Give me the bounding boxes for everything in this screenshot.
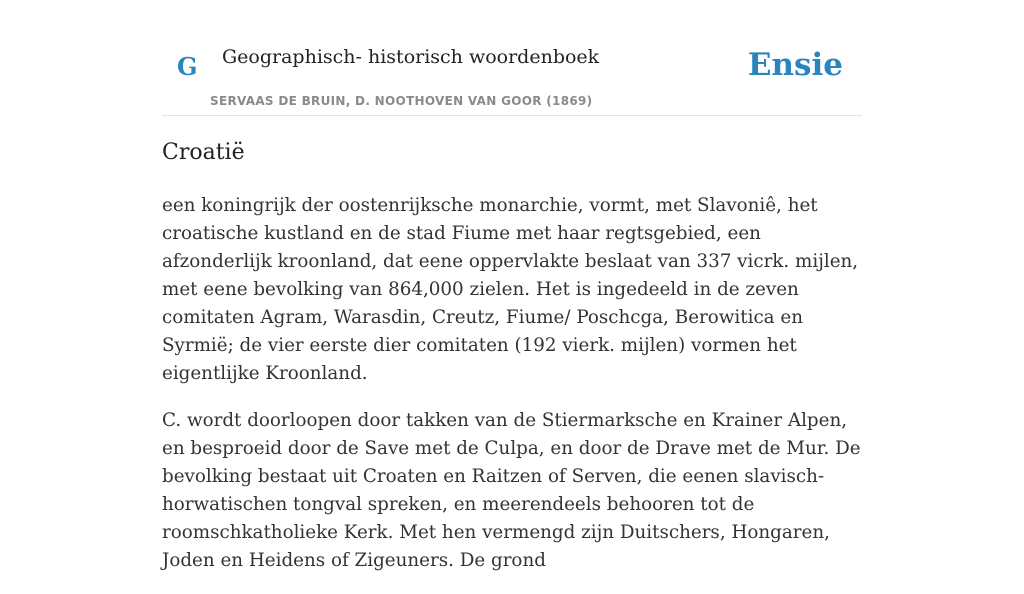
book-authors: SERVAAS DE BRUIN, D. NOOTHOVEN VAN GOOR (1869) <box>210 94 593 108</box>
ensie-logo[interactable]: Ensie <box>747 47 843 83</box>
header <box>162 0 862 116</box>
entry-content <box>162 192 862 594</box>
entry-paragraph: een koningrijk der oostenrijksche monarchie, vormt, met Slavoniê, het croatische kustland en de stad Fiume met haar regtsgebied, een afzonderlijk kroonland, dat eene oppervlakte beslaat van 337 vicrk. mijlen, met eene bevolking van 864,000 zielen. Het is ingedeeld in de zeven comitaten Agram, Warasdin, Creutz, Fiume/ Poschcga, Berowitica en Syrmië; de vier eerste dier comitaten (192 vierk. mijlen) vormen het eigentlijke Kroonland. <box>162 195 859 384</box>
category-letter-link[interactable]: G <box>177 52 198 81</box>
entry-title: Croatië <box>162 140 245 165</box>
book-title-link[interactable]: Geographisch- historisch woordenboek <box>222 46 600 68</box>
entry-paragraph: C. wordt doorloopen door takken van de Stiermarksche en Krainer Alpen, en besproeid door de Save met de Culpa, en door de Drave met de Mur. De bevolking bestaat uit Croaten en Raitzen of Serven, die eenen slavisch-horwatischen tongval spreken, en meerendeels behooren tot de roomschkatholieke Kerk. Met hen vermengd zijn Duitschers, Hongaren, Joden en Heidens of Zigeuners. De grond <box>162 410 861 571</box>
